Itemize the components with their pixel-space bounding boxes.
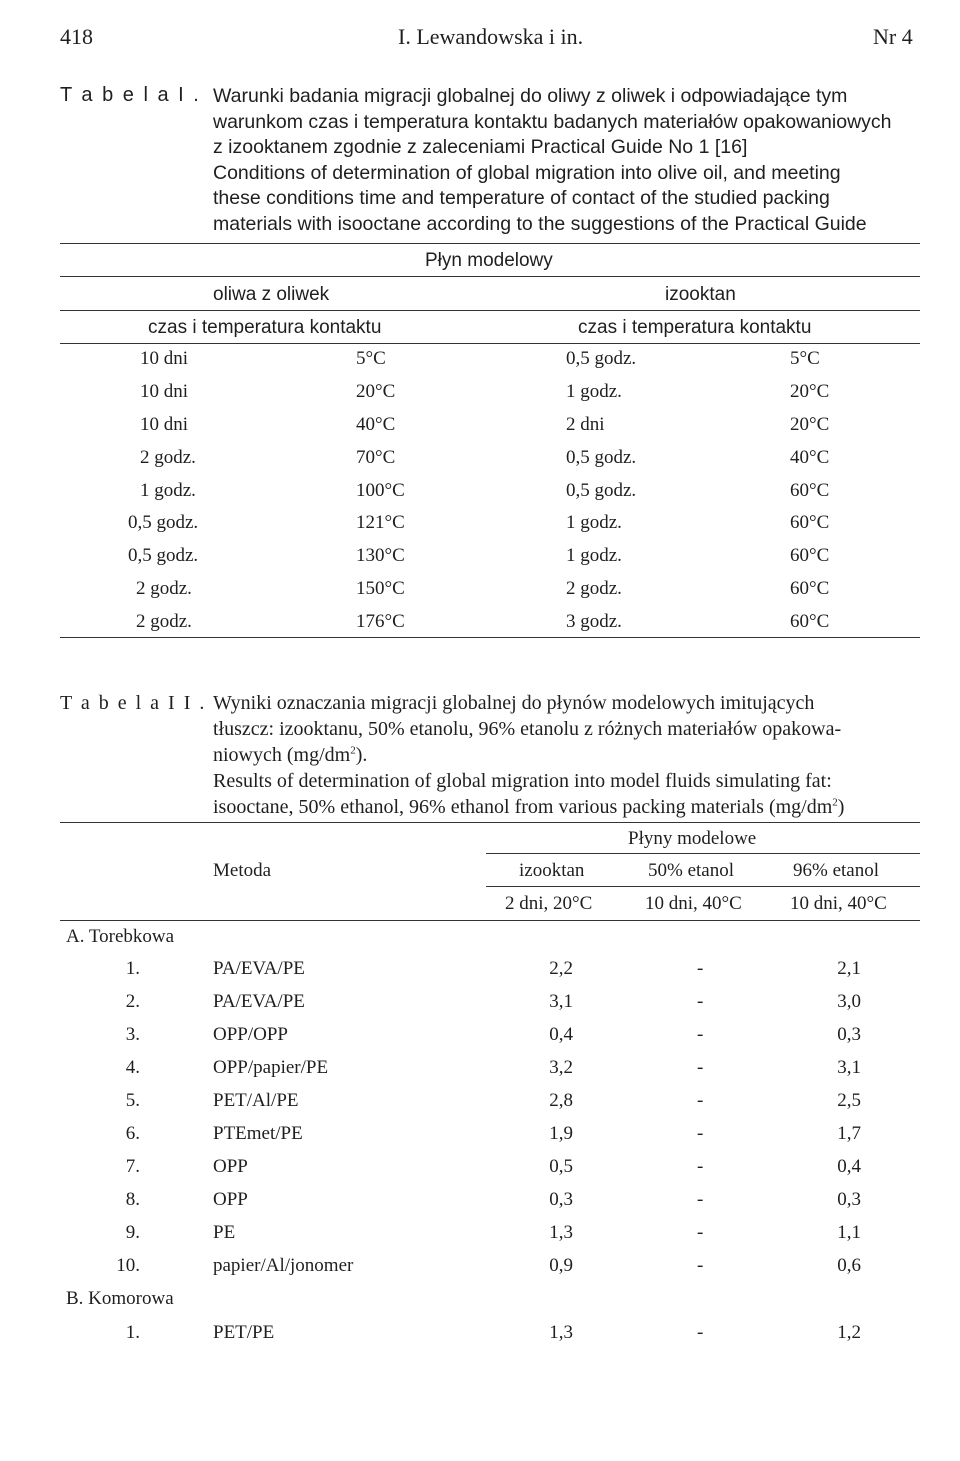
oil-time: 1 godz. <box>140 480 196 501</box>
table1-rule-4 <box>60 343 920 344</box>
table-row <box>0 1322 960 1352</box>
value-ethanol50: - <box>697 1057 704 1078</box>
table1-caption-en-2: these conditions time and temperature of contact of the studied packing <box>213 187 830 209</box>
row-number: 4. <box>125 1057 140 1078</box>
oil-temp: 20°C <box>356 381 396 402</box>
iso-temp: 60°C <box>790 545 830 566</box>
oil-time: 2 godz. <box>136 578 192 599</box>
table-row <box>0 545 960 575</box>
iso-temp: 40°C <box>790 447 830 468</box>
value-ethanol96: 1,7 <box>837 1123 861 1144</box>
iso-time: 3 godz. <box>566 611 622 632</box>
table1-subheader-left: czas i temperatura kontaktu <box>148 317 382 338</box>
table2-metoda-header: Metoda <box>213 860 272 881</box>
table-row <box>0 1090 960 1120</box>
table1-caption <box>213 84 921 237</box>
table1-group-header: Płyn modelowy <box>425 250 553 271</box>
value-ethanol96: 0,3 <box>837 1189 861 1210</box>
table-row <box>0 1057 960 1087</box>
row-number: 1. <box>125 958 140 979</box>
table2-caption-en-1: Results of determination of global migration into model fluids simulating fat: <box>213 770 832 792</box>
table2-group-b: B. Komorowa <box>66 1288 174 1309</box>
table-row <box>0 1024 960 1054</box>
oil-temp: 5°C <box>356 348 386 369</box>
value-isooctane: 1,3 <box>549 1322 573 1343</box>
table-row <box>0 1156 960 1186</box>
table-row <box>0 578 960 608</box>
value-isooctane: 0,4 <box>549 1024 573 1045</box>
iso-temp: 60°C <box>790 480 830 501</box>
iso-time: 2 dni <box>566 414 605 435</box>
row-number: 10. <box>116 1255 140 1276</box>
oil-time: 2 godz. <box>136 611 192 632</box>
value-ethanol50: - <box>697 1024 704 1045</box>
table-row <box>0 1123 960 1153</box>
value-ethanol96: 0,4 <box>837 1156 861 1177</box>
table2-caption <box>213 690 921 820</box>
value-isooctane: 3,2 <box>549 1057 573 1078</box>
table2-cond-ethanol50: 10 dni, 40°C <box>645 893 742 914</box>
oil-temp: 100°C <box>356 480 405 501</box>
table1-rule-bottom <box>60 637 920 638</box>
material: OPP <box>213 1189 248 1210</box>
row-number: 5. <box>125 1090 140 1111</box>
table-row <box>0 447 960 477</box>
page-number: 418 <box>60 24 93 49</box>
material: PA/EVA/PE <box>213 991 305 1012</box>
oil-time: 10 dni <box>140 414 189 435</box>
iso-temp: 5°C <box>790 348 820 369</box>
table-row <box>0 991 960 1021</box>
oil-temp: 176°C <box>356 611 405 632</box>
oil-time: 10 dni <box>140 381 189 402</box>
row-number: 2. <box>125 991 140 1012</box>
value-ethanol50: - <box>697 1123 704 1144</box>
table2-col-ethanol96: 96% etanol <box>793 860 880 881</box>
table1-rule-3 <box>60 310 920 311</box>
row-number: 1. <box>125 1322 140 1343</box>
table1-caption-pl-3: z izooktanem zgodnie z zaleceniami Practical Guide No 1 [16] <box>213 136 748 158</box>
iso-temp: 60°C <box>790 512 830 533</box>
table2-rule-top <box>60 822 920 823</box>
iso-time: 0,5 godz. <box>566 480 637 501</box>
value-ethanol96: 2,1 <box>837 958 861 979</box>
table2-rule-header-bottom <box>60 920 920 921</box>
table2-cond-ethanol96: 10 dni, 40°C <box>790 893 887 914</box>
oil-time: 2 godz. <box>140 447 196 468</box>
table-row <box>0 512 960 542</box>
value-isooctane: 1,3 <box>549 1222 573 1243</box>
oil-time: 0,5 godz. <box>128 512 199 533</box>
value-isooctane: 2,8 <box>549 1090 573 1111</box>
value-isooctane: 1,9 <box>549 1123 573 1144</box>
table2-caption-pl-1: Wyniki oznaczania migracji globalnej do płynów modelowych imitujących <box>213 692 815 714</box>
table-row <box>0 480 960 510</box>
value-ethanol96: 3,1 <box>837 1057 861 1078</box>
table1-col-oil: oliwa z oliwek <box>213 284 330 305</box>
row-number: 9. <box>125 1222 140 1243</box>
material: papier/Al/jonomer <box>213 1255 354 1276</box>
value-ethanol96: 2,5 <box>837 1090 861 1111</box>
table-row <box>0 348 960 378</box>
value-isooctane: 0,9 <box>549 1255 573 1276</box>
iso-time: 1 godz. <box>566 381 622 402</box>
running-title: I. Lewandowska i in. <box>398 24 584 49</box>
table2-rule-group <box>486 853 920 854</box>
iso-time: 1 godz. <box>566 545 622 566</box>
value-isooctane: 3,1 <box>549 991 573 1012</box>
table1-caption-pl-1: Warunki badania migracji globalnej do oliwy z oliwek i odpowiadające tym <box>213 85 848 107</box>
table2-col-ethanol50: 50% etanol <box>648 860 735 881</box>
value-ethanol50: - <box>697 991 704 1012</box>
material: PE <box>213 1222 236 1243</box>
material: PA/EVA/PE <box>213 958 305 979</box>
oil-temp: 150°C <box>356 578 405 599</box>
material: PET/PE <box>213 1322 275 1343</box>
oil-temp: 121°C <box>356 512 405 533</box>
table2-label: T a b e l a I I . <box>60 692 207 714</box>
table2-caption-pl-2: tłuszcz: izooktanu, 50% etanolu, 96% etanolu z różnych materiałów opakowa- <box>213 718 842 740</box>
iso-temp: 60°C <box>790 611 830 632</box>
row-number: 6. <box>125 1123 140 1144</box>
row-number: 7. <box>125 1156 140 1177</box>
value-ethanol50: - <box>697 1156 704 1177</box>
table2-group-header: Płyny modelowe <box>628 828 757 849</box>
table-row <box>0 381 960 411</box>
table1-caption-en-3: materials with isooctane according to the suggestions of the Practical Guide <box>213 212 867 235</box>
value-ethanol96: 1,2 <box>837 1322 861 1343</box>
value-ethanol96: 3,0 <box>837 991 861 1012</box>
table2-col-isooctane: izooktan <box>519 860 585 881</box>
value-ethanol96: 0,6 <box>837 1255 861 1276</box>
material: PET/Al/PE <box>213 1090 299 1111</box>
table-row <box>0 414 960 444</box>
iso-temp: 60°C <box>790 578 830 599</box>
material: PTEmet/PE <box>213 1123 303 1144</box>
table1-subheader-right: czas i temperatura kontaktu <box>578 317 812 338</box>
iso-temp: 20°C <box>790 381 830 402</box>
row-number: 3. <box>125 1024 140 1045</box>
iso-time: 1 godz. <box>566 512 622 533</box>
table1-rule-top <box>60 243 920 244</box>
table1-col-isooctane: izooktan <box>665 284 736 305</box>
table-row <box>0 1222 960 1252</box>
value-ethanol50: - <box>697 1255 704 1276</box>
oil-time: 10 dni <box>140 348 189 369</box>
table-row <box>0 958 960 988</box>
table2-group-a: A. Torebkowa <box>66 926 175 947</box>
table1-label: T a b e l a I . <box>60 84 201 106</box>
oil-temp: 70°C <box>356 447 396 468</box>
value-ethanol50: - <box>697 1090 704 1111</box>
table2-caption-pl-3: niowych $(mg/dm^2)$. <box>213 744 368 766</box>
iso-time: 0,5 godz. <box>566 348 637 369</box>
issue-number: Nr 4 <box>873 24 913 49</box>
value-ethanol96: 0,3 <box>837 1024 861 1045</box>
material: OPP <box>213 1156 248 1177</box>
oil-temp: 40°C <box>356 414 396 435</box>
value-ethanol50: - <box>697 958 704 979</box>
table2-caption-en-2: isooctane, 50% ethanol, 96% ethanol from various packing materials $(mg/dm^2)$ <box>213 796 845 818</box>
table2-cond-isooctane: 2 dni, 20°C <box>505 893 593 914</box>
value-ethanol50: - <box>697 1189 704 1210</box>
material: OPP/OPP <box>213 1024 288 1045</box>
table1-caption-pl-2: warunkom czas i temperatura kontaktu badanych materiałów opakowaniowych <box>213 110 892 133</box>
value-ethanol50: - <box>697 1222 704 1243</box>
table-row <box>0 1189 960 1219</box>
row-number: 8. <box>125 1189 140 1210</box>
value-isooctane: 2,2 <box>549 958 573 979</box>
iso-temp: 20°C <box>790 414 830 435</box>
oil-time: 0,5 godz. <box>128 545 199 566</box>
oil-temp: 130°C <box>356 545 405 566</box>
value-ethanol96: 1,1 <box>837 1222 861 1243</box>
iso-time: 0,5 godz. <box>566 447 637 468</box>
table1-caption-en-1: Conditions of determination of global migration into olive oil, and meeting <box>213 161 841 184</box>
value-isooctane: 0,3 <box>549 1189 573 1210</box>
material: OPP/papier/PE <box>213 1057 329 1078</box>
iso-time: 2 godz. <box>566 578 622 599</box>
table-row <box>0 1255 960 1285</box>
table2-rule-cols <box>486 886 920 887</box>
table1-rule-2 <box>60 276 920 277</box>
value-isooctane: 0,5 <box>549 1156 573 1177</box>
value-ethanol50: - <box>697 1322 704 1343</box>
